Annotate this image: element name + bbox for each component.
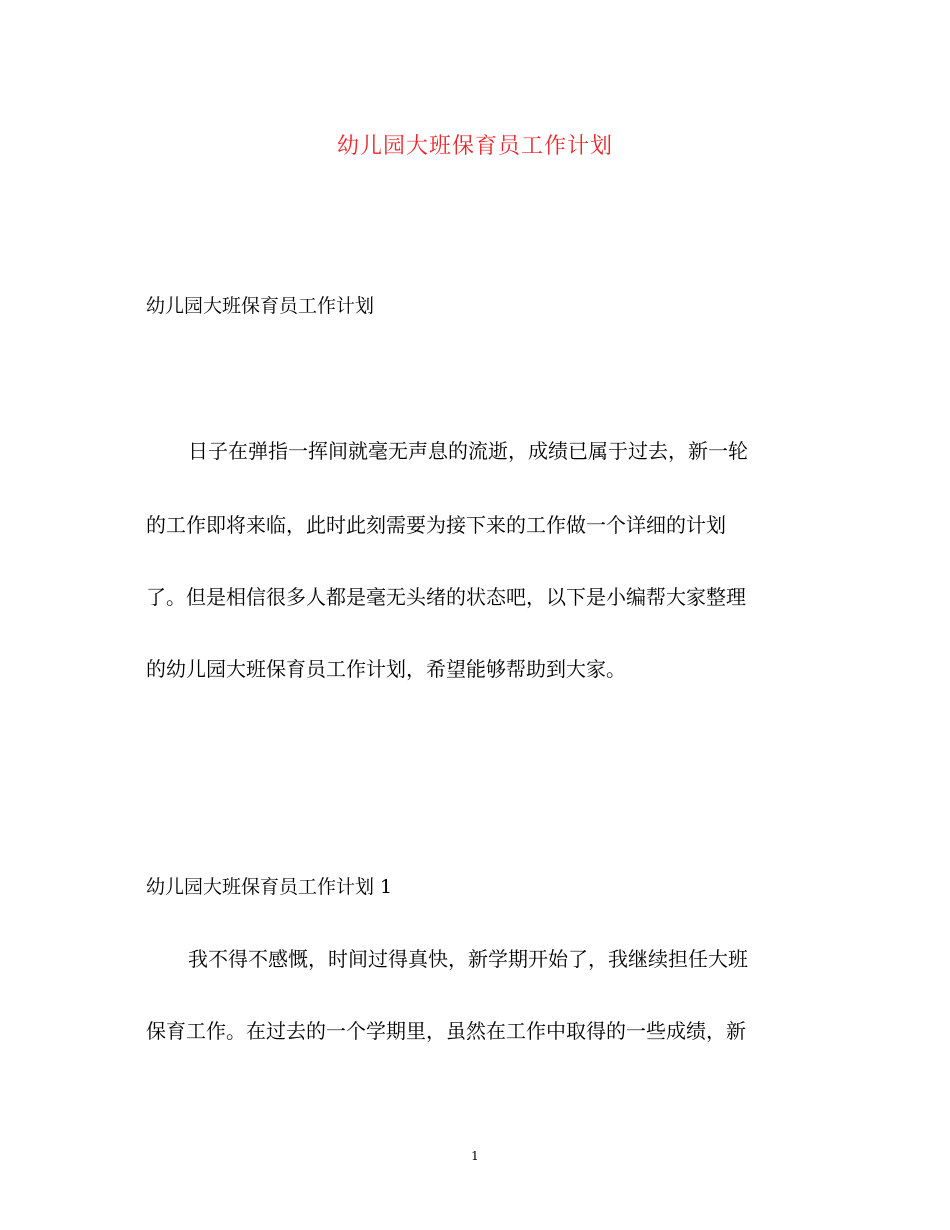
intro-paragraph-line: 日子在弹指一挥间就毫无声息的流逝，成绩已属于过去，新一轮: [188, 439, 748, 463]
intro-paragraph-line: 了。但是相信很多人都是毫无头绪的状态吧，以下是小编帮大家整理: [146, 585, 746, 609]
page-number: 1: [471, 1149, 479, 1163]
intro-paragraph-line: 的工作即将来临，此时此刻需要为接下来的工作做一个详细的计划: [146, 513, 726, 537]
section-1-paragraph-line: 保育工作。在过去的一个学期里，虽然在工作中取得的一些成绩，新: [146, 1019, 746, 1043]
intro-paragraph-line: 的幼儿园大班保育员工作计划，希望能够帮助到大家。: [146, 657, 626, 681]
document-title: 幼儿园大班保育员工作计划: [336, 134, 613, 159]
section-1-paragraph-line: 我不得不感慨，时间过得真快，新学期开始了，我继续担任大班: [188, 947, 748, 971]
intro-heading: 幼儿园大班保育员工作计划: [146, 295, 375, 317]
section-1-heading: 幼儿园大班保育员工作计划 1: [146, 876, 393, 898]
